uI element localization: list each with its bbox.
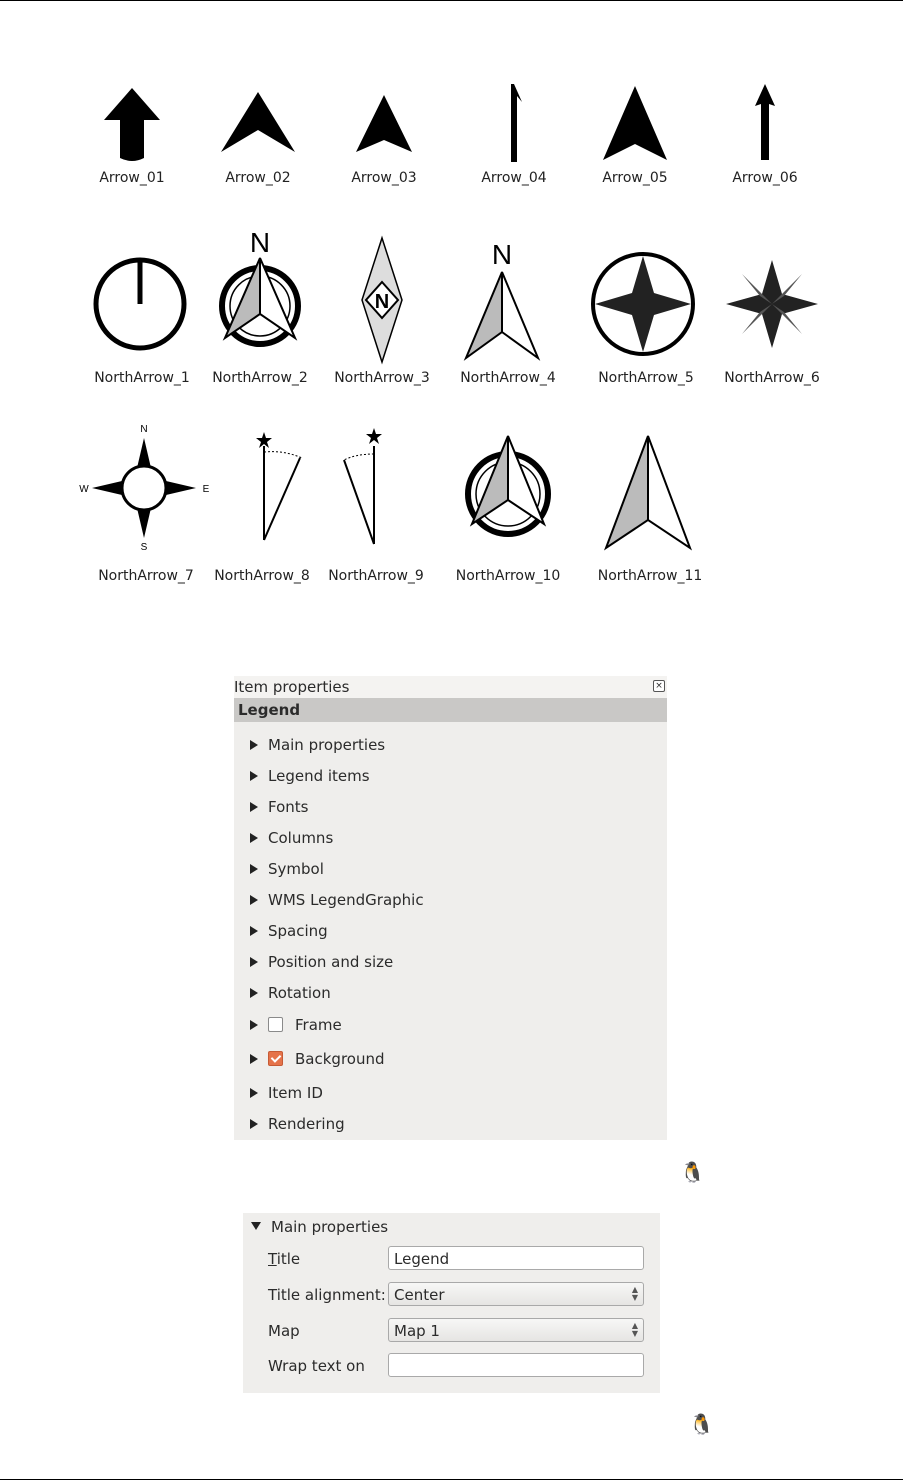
section-item-id[interactable]	[250, 1081, 323, 1105]
northarrow-9-icon	[326, 428, 426, 544]
symbol-northarrow-4[interactable]	[438, 239, 578, 404]
symbol-label: NorthArrow_1	[94, 370, 190, 386]
northarrow-1-icon	[92, 254, 192, 354]
item-properties-panel	[234, 676, 667, 1140]
symbol-label: NorthArrow_6	[724, 370, 820, 386]
northarrow-4-icon	[458, 239, 558, 354]
section-label: Columns	[268, 829, 334, 847]
north-label: N	[249, 227, 271, 258]
symbol-label: Arrow_06	[732, 170, 798, 186]
wrap-text-input[interactable]	[388, 1353, 644, 1377]
east-label: E	[202, 484, 210, 495]
west-label: W	[79, 484, 89, 495]
arrow-04-icon	[464, 80, 564, 180]
section-label: Rendering	[268, 1115, 345, 1133]
title-label: Title	[268, 1250, 301, 1268]
section-label: Rotation	[268, 984, 331, 1002]
north-label: N	[140, 424, 148, 435]
symbol-arrow-03[interactable]	[314, 80, 454, 230]
symbol-label: NorthArrow_2	[212, 370, 308, 386]
section-spacing[interactable]	[250, 919, 328, 943]
bottom-rule	[0, 1479, 903, 1480]
symbol-northarrow-6[interactable]	[702, 254, 842, 404]
title-alignment-value: Center	[394, 1286, 445, 1304]
south-label: S	[140, 542, 148, 553]
section-background[interactable]	[250, 1047, 385, 1071]
symbol-arrow-02[interactable]	[188, 80, 328, 230]
arrow-06-icon	[715, 80, 815, 180]
section-symbol[interactable]	[250, 857, 324, 881]
expand-triangle-icon	[250, 926, 258, 936]
expand-triangle-icon	[250, 740, 258, 750]
map-value: Map 1	[394, 1322, 440, 1340]
panel-titlebar	[234, 676, 667, 698]
section-label: Main properties	[268, 736, 386, 754]
spinner-arrows-icon: ▲ ▼	[631, 1321, 638, 1338]
map-select[interactable]	[388, 1318, 644, 1342]
symbol-label: NorthArrow_4	[460, 370, 556, 386]
expand-triangle-icon	[250, 1088, 258, 1098]
expand-triangle-icon	[250, 895, 258, 905]
expand-triangle-icon	[250, 771, 258, 781]
section-label: Fonts	[268, 798, 309, 816]
legend-header-label: Legend	[238, 701, 301, 719]
title-input[interactable]: Legend	[388, 1246, 644, 1270]
symbol-label: Arrow_01	[99, 170, 165, 186]
expand-triangle-icon	[250, 988, 258, 998]
section-frame[interactable]	[250, 1013, 342, 1037]
symbol-label: NorthArrow_3	[334, 370, 430, 386]
section-main-properties[interactable]	[250, 733, 385, 757]
symbol-arrow-05[interactable]	[565, 80, 705, 230]
section-label: Background	[295, 1050, 385, 1068]
arrow-02-icon	[208, 80, 308, 180]
section-columns[interactable]	[250, 826, 333, 850]
section-label: Item ID	[268, 1084, 323, 1102]
symbol-label: NorthArrow_5	[598, 370, 694, 386]
symbol-label: NorthArrow_7	[98, 568, 194, 584]
section-position-and-size[interactable]	[250, 950, 393, 974]
symbol-northarrow-11[interactable]	[580, 436, 720, 586]
northarrow-8-icon	[212, 432, 312, 544]
north-arrow-gallery	[0, 0, 903, 600]
expand-triangle-icon	[250, 833, 258, 843]
expand-triangle-icon	[250, 1054, 258, 1064]
northarrow-7-icon	[79, 424, 210, 553]
section-label: Main properties	[271, 1218, 389, 1236]
map-label: Map	[268, 1322, 300, 1340]
symbol-label: Arrow_03	[351, 170, 417, 186]
symbol-northarrow-10[interactable]	[438, 436, 578, 586]
section-fonts[interactable]	[250, 795, 308, 819]
northarrow-6-icon	[722, 254, 822, 354]
north-label: N	[374, 291, 390, 313]
symbol-label: NorthArrow_9	[328, 568, 424, 584]
section-legend-items[interactable]	[250, 764, 370, 788]
north-label: N	[491, 239, 513, 270]
symbol-label: Arrow_04	[481, 170, 547, 186]
legend-header	[234, 698, 667, 722]
section-label: Frame	[295, 1016, 342, 1034]
section-rotation[interactable]	[250, 981, 331, 1005]
symbol-label: NorthArrow_8	[214, 568, 310, 584]
linux-penguin-icon: 🐧	[689, 1412, 714, 1436]
section-label: Spacing	[268, 922, 328, 940]
symbol-label: NorthArrow_11	[597, 568, 703, 584]
symbol-northarrow-3[interactable]	[312, 236, 452, 386]
symbol-arrow-06[interactable]	[695, 80, 835, 230]
main-properties-panel	[243, 1213, 660, 1393]
background-checkbox[interactable]	[268, 1051, 283, 1066]
panel-title: Item properties	[234, 678, 350, 696]
expand-triangle-icon	[250, 1119, 258, 1129]
expand-triangle-icon	[250, 864, 258, 874]
section-label: Legend items	[268, 767, 370, 785]
symbol-northarrow-2[interactable]	[190, 227, 330, 404]
arrow-03-icon	[334, 80, 434, 180]
symbol-northarrow-9[interactable]	[306, 428, 446, 584]
expand-triangle-icon	[250, 1020, 258, 1030]
wrap-text-label: Wrap text on	[268, 1357, 365, 1375]
spinner-arrows-icon: ▲ ▼	[631, 1285, 638, 1302]
section-label: WMS LegendGraphic	[268, 891, 424, 909]
section-rendering[interactable]	[250, 1112, 345, 1136]
section-main-properties-expanded[interactable]	[251, 1215, 388, 1239]
arrow-05-icon	[585, 80, 685, 180]
collapse-triangle-icon	[251, 1222, 261, 1230]
symbol-label: Arrow_05	[602, 170, 668, 186]
symbol-northarrow-5[interactable]	[576, 254, 716, 404]
expand-triangle-icon	[250, 957, 258, 967]
northarrow-10-icon	[458, 436, 558, 536]
linux-penguin-icon: 🐧	[680, 1160, 705, 1184]
symbol-label: Arrow_02	[225, 170, 291, 186]
northarrow-2-icon	[210, 227, 310, 354]
title-alignment-select[interactable]	[388, 1282, 644, 1306]
arrow-01-icon	[82, 80, 182, 180]
northarrow-5-icon	[596, 254, 696, 354]
section-label: Position and size	[268, 953, 394, 971]
frame-checkbox[interactable]	[268, 1017, 283, 1032]
symbol-label: NorthArrow_10	[455, 568, 561, 584]
symbol-arrow-01[interactable]	[62, 80, 202, 230]
title-alignment-label: Title alignment:	[268, 1286, 386, 1304]
section-wms-legendgraphic[interactable]	[250, 888, 424, 912]
close-icon[interactable]: ×	[653, 680, 665, 692]
northarrow-3-icon	[332, 236, 432, 364]
northarrow-11-icon	[600, 436, 700, 536]
section-label: Symbol	[268, 860, 324, 878]
symbol-arrow-04[interactable]	[444, 80, 584, 230]
expand-triangle-icon	[250, 802, 258, 812]
